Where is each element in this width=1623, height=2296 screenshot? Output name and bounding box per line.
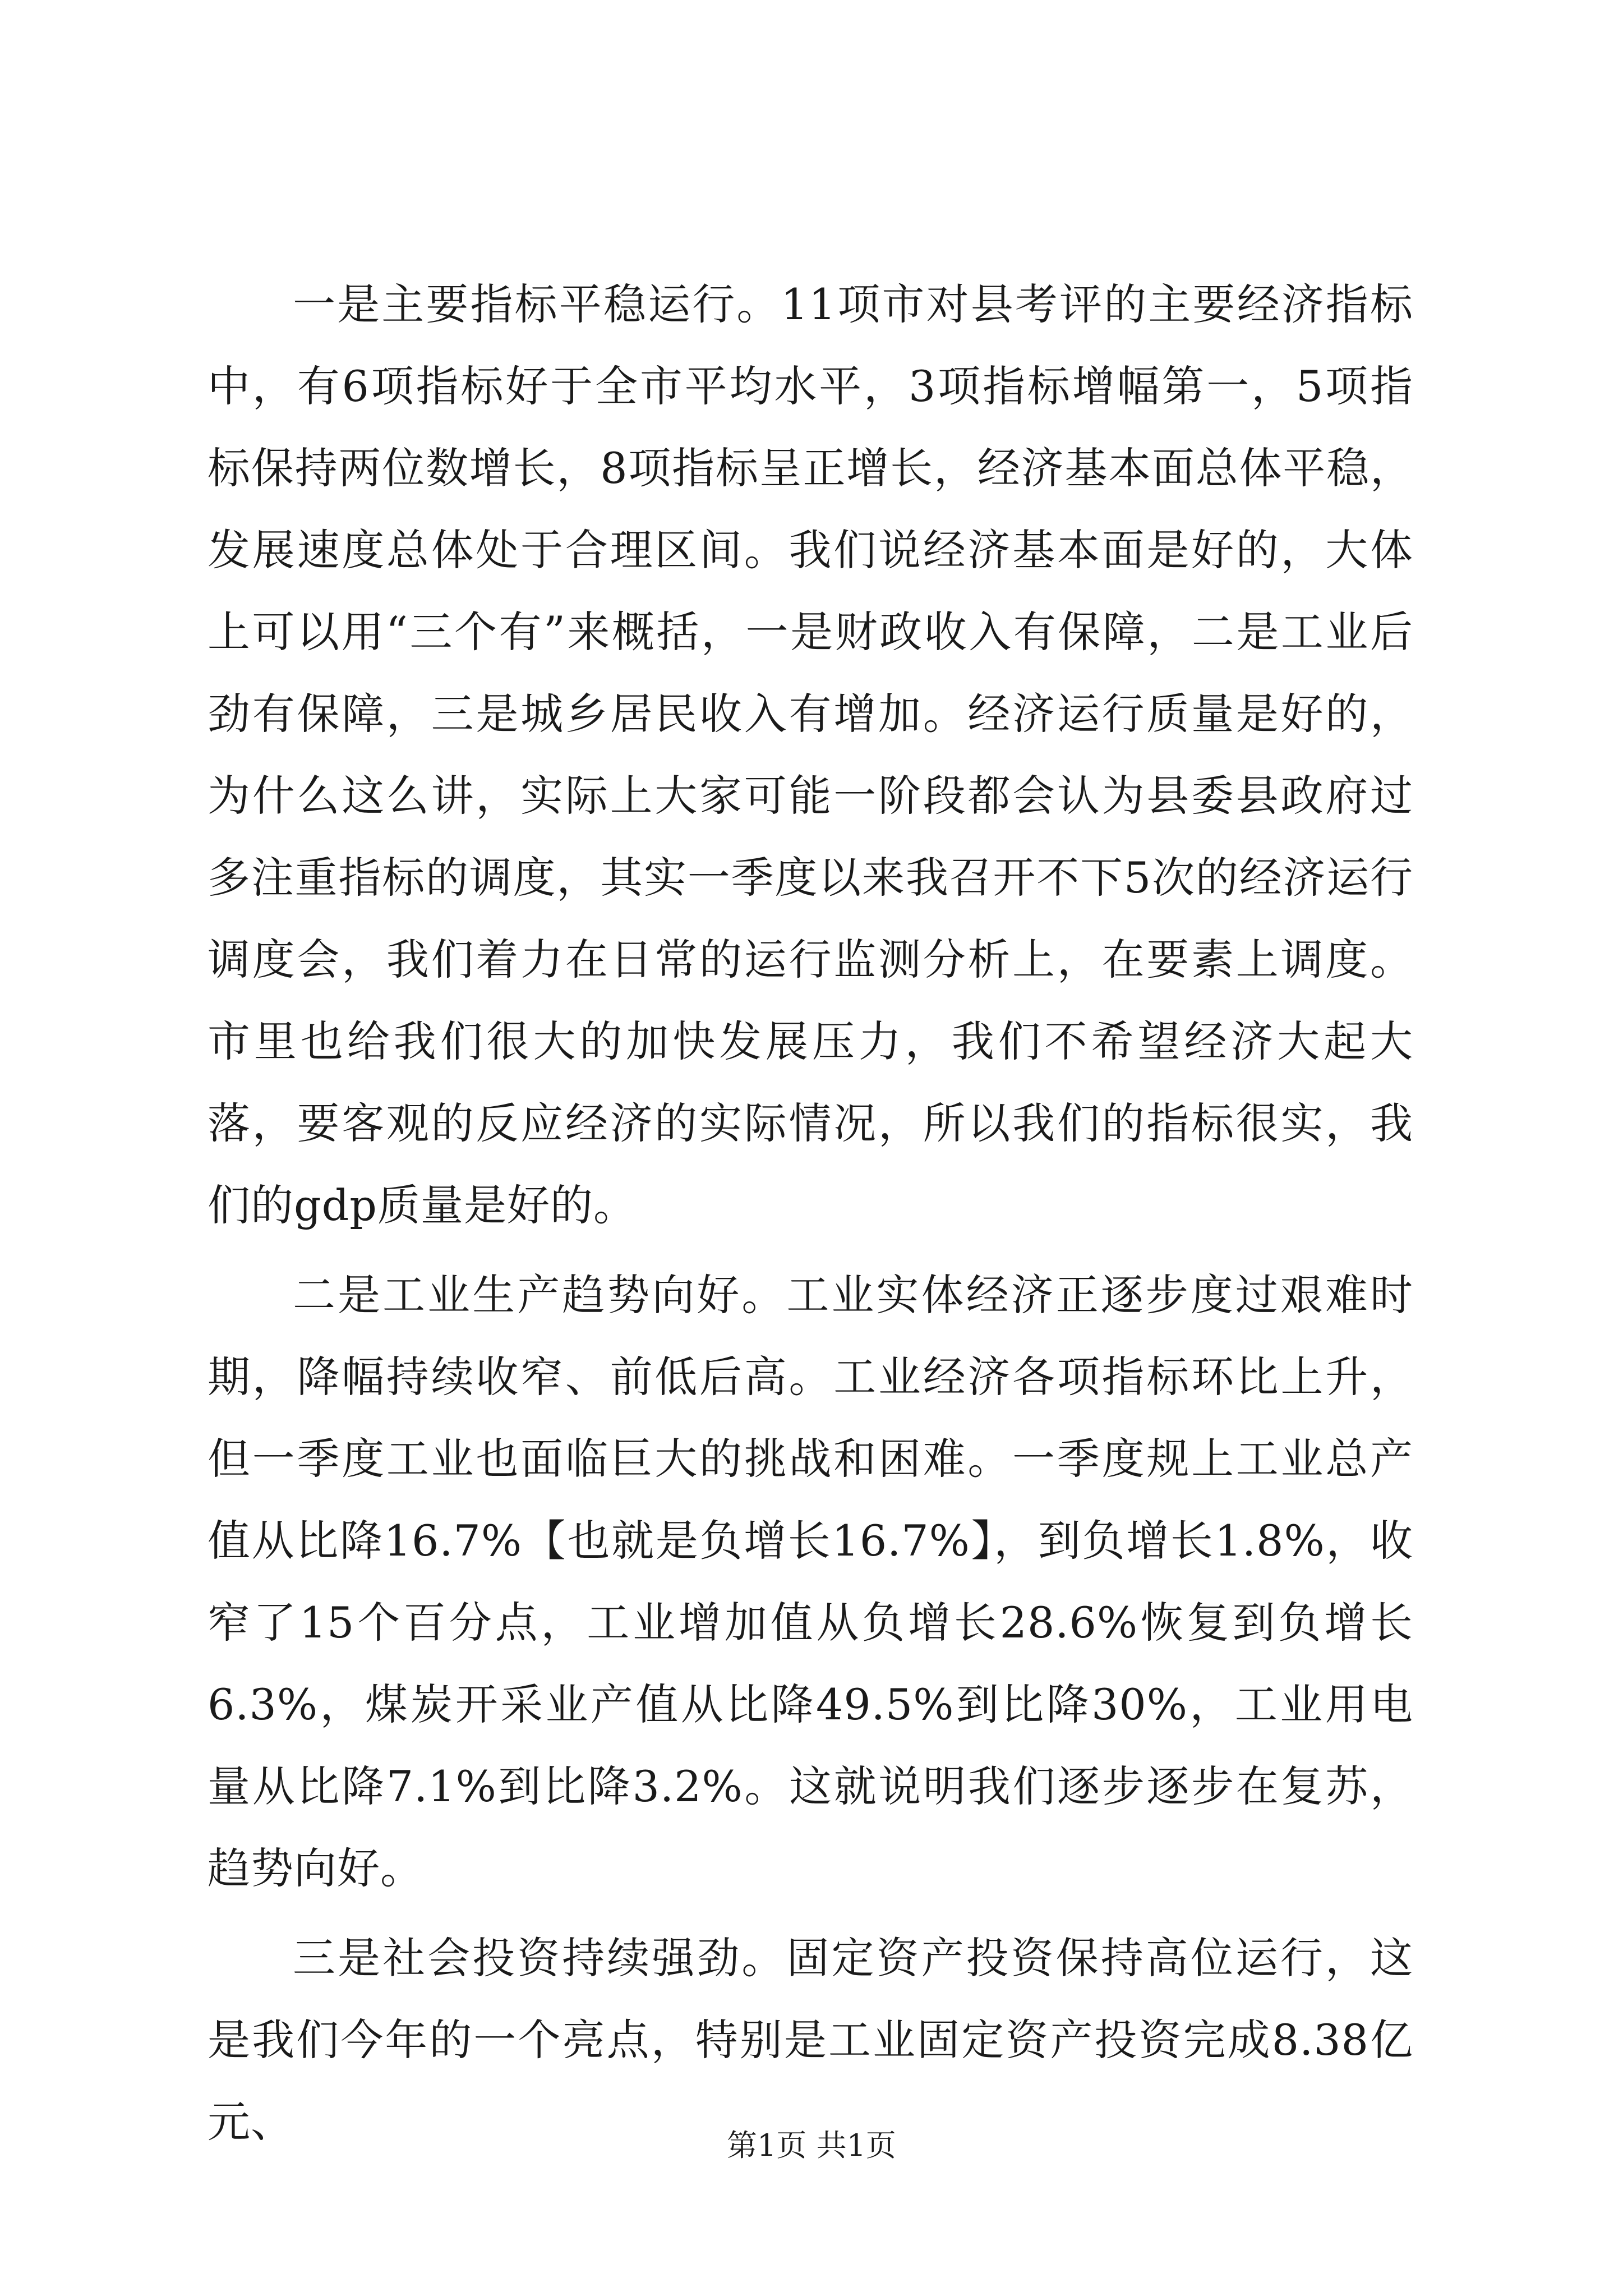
paragraph-1: 一是主要指标平稳运行。11项市对县考评的主要经济指标中，有6项指标好于全市平均水平，3项指标增幅第一，5项指标保持两位数增长，8项指标呈正增长，经济基本面总体平稳，发展速度总体处于合理区间。我们说经济基本面是好的，大体上可以用“三个有”来概括，一是财政收入有保障，二是工业后劲有保障，三是城乡居民收入有增加。经济运行质量是好的，为什么这么讲，实际上大家可能一阶段都会认为县委县政府过多注重指标的调度，其实一季度以来我召开不下5次的经济运行调度会，我们着力在日常的运行监测分析上，在要素上调度。市里也给我们很大的加快发展压力，我们不希望经济大起大落，要客观的反应经济的实际情况，所以我们的指标很实，我们的gdp质量是好的。	[208, 279, 1413, 1230]
paragraph-3: 三是社会投资持续强劲。固定资产投资保持高位运行，这是我们今年的一个亮点，特别是工业固定资产投资完成8.38亿元、	[208, 1933, 1413, 2147]
page-number-label: 第1页 共1页	[727, 2128, 896, 2163]
document-body	[208, 264, 1413, 2163]
page-footer	[0, 2126, 1623, 2165]
paragraph-2: 二是工业生产趋势向好。工业实体经济正逐步度过艰难时期，降幅持续收窄、前低后高。工业经济各项指标环比上升，但一季度工业也面临巨大的挑战和困难。一季度规上工业总产值从比降16.7%【也就是负增长16.7%】，到负增长1.8%，收窄了15个百分点，工业增加值从负增长28.6%恢复到负增长6.3%，煤炭开采业产值从比降49.5%到比降30%，工业用电量从比降7.1%到比降3.2%。这就说明我们逐步逐步在复苏，趋势向好。	[208, 1270, 1413, 1893]
